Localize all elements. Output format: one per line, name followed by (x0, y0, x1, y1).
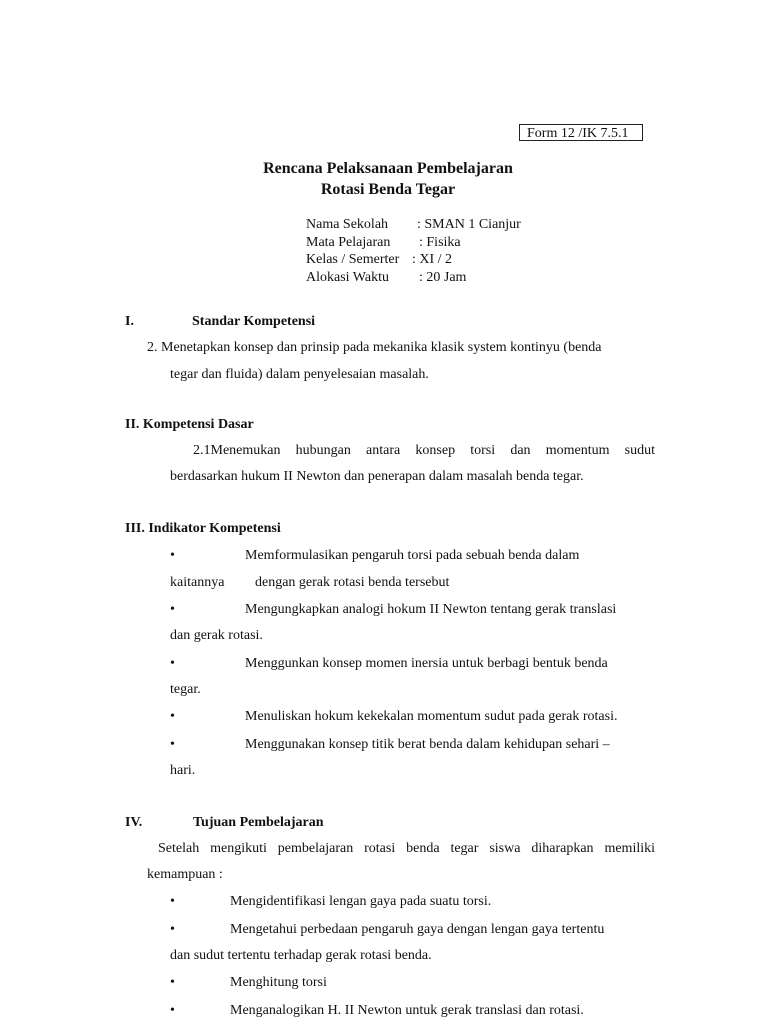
section-4-number: IV. (125, 815, 143, 830)
info-label-class: Kelas / Semerter (306, 252, 400, 267)
info-value-school: : SMAN 1 Cianjur (417, 217, 521, 232)
info-value-time: : 20 Jam (419, 270, 467, 285)
info-label-time: Alokasi Waktu (306, 270, 389, 285)
bullet-icon: • (170, 1003, 175, 1018)
section-2-heading: II. Kompetensi Dasar (125, 417, 254, 432)
objective-3-line1: Menghitung torsi (230, 975, 327, 990)
indicator-3-line1: Menggunkan konsep momen inersia untuk berbagi bentuk benda (245, 656, 608, 671)
form-code-box (519, 124, 643, 141)
bullet-icon: • (170, 602, 175, 617)
indicator-4-line1: Menuliskan hokum kekekalan momentum sudut pada gerak rotasi. (245, 709, 618, 724)
bullet-icon: • (170, 737, 175, 752)
section-4-heading: Tujuan Pembelajaran (193, 815, 324, 830)
document-subtitle: Rotasi Benda Tegar (320, 181, 456, 198)
bullet-icon: • (170, 548, 175, 563)
section-1-number: I. (125, 314, 134, 329)
indicator-2-line1: Mengungkapkan analogi hokum II Newton tentang gerak translasi (245, 602, 617, 617)
bullet-icon: • (170, 894, 175, 909)
bullet-icon: • (170, 975, 175, 990)
indicator-5-line2: hari. (170, 763, 196, 778)
form-code: Form 12 /IK 7.5.1 (527, 126, 629, 141)
section-2-text-line1: 2.1Menemukan hubungan antara konsep torsi dan momentum sudut (193, 443, 655, 458)
indicator-5-line1: Menggunakan konsep titik berat benda dalam kehidupan sehari – (245, 737, 610, 752)
bullet-icon: • (170, 922, 175, 937)
info-label-school: Nama Sekolah (306, 217, 389, 232)
objective-1-line1: Mengidentifikasi lengan gaya pada suatu torsi. (230, 894, 492, 909)
section-3-heading: III. Indikator Kompetensi (125, 521, 281, 536)
info-label-subject: Mata Pelajaran (306, 235, 391, 250)
section-1-text-line1: 2. Menetapkan konsep dan prinsip pada mekanika klasik system kontinyu (benda (147, 340, 602, 355)
objective-4-line1: Menganalogikan H. II Newton untuk gerak translasi dan rotasi. (230, 1003, 584, 1018)
indicator-2-line2: dan gerak rotasi. (170, 628, 263, 643)
bullet-icon: • (170, 656, 175, 671)
section-1-text-line2: tegar dan fluida) dalam penyelesaian masalah. (170, 367, 429, 382)
bullet-icon: • (170, 709, 175, 724)
info-value-subject: : Fisika (419, 235, 461, 250)
section-4-intro-line2: kemampuan : (147, 867, 223, 882)
indicator-3-line2: tegar. (170, 682, 201, 697)
indicator-1-line2b: dengan gerak rotasi benda tersebut (255, 575, 450, 590)
section-2-text-line2: berdasarkan hukum II Newton dan penerapan dalam masalah benda tegar. (170, 469, 584, 484)
objective-2-line1: Mengetahui perbedaan pengaruh gaya dengan lengan gaya tertentu (230, 922, 605, 937)
document-title: Rencana Pelaksanaan Pembelajaran (263, 160, 513, 177)
indicator-1-line2a: kaitannya (170, 575, 225, 590)
info-value-class: : XI / 2 (412, 252, 453, 267)
section-1-heading: Standar Kompetensi (192, 314, 316, 329)
objective-2-line2: dan sudut tertentu terhadap gerak rotasi benda. (170, 948, 432, 963)
indicator-1-line1: Memformulasikan pengaruh torsi pada sebuah benda dalam (245, 548, 580, 563)
section-4-intro-line1: Setelah mengikuti pembelajaran rotasi benda tegar siswa diharapkan memiliki (158, 841, 655, 856)
